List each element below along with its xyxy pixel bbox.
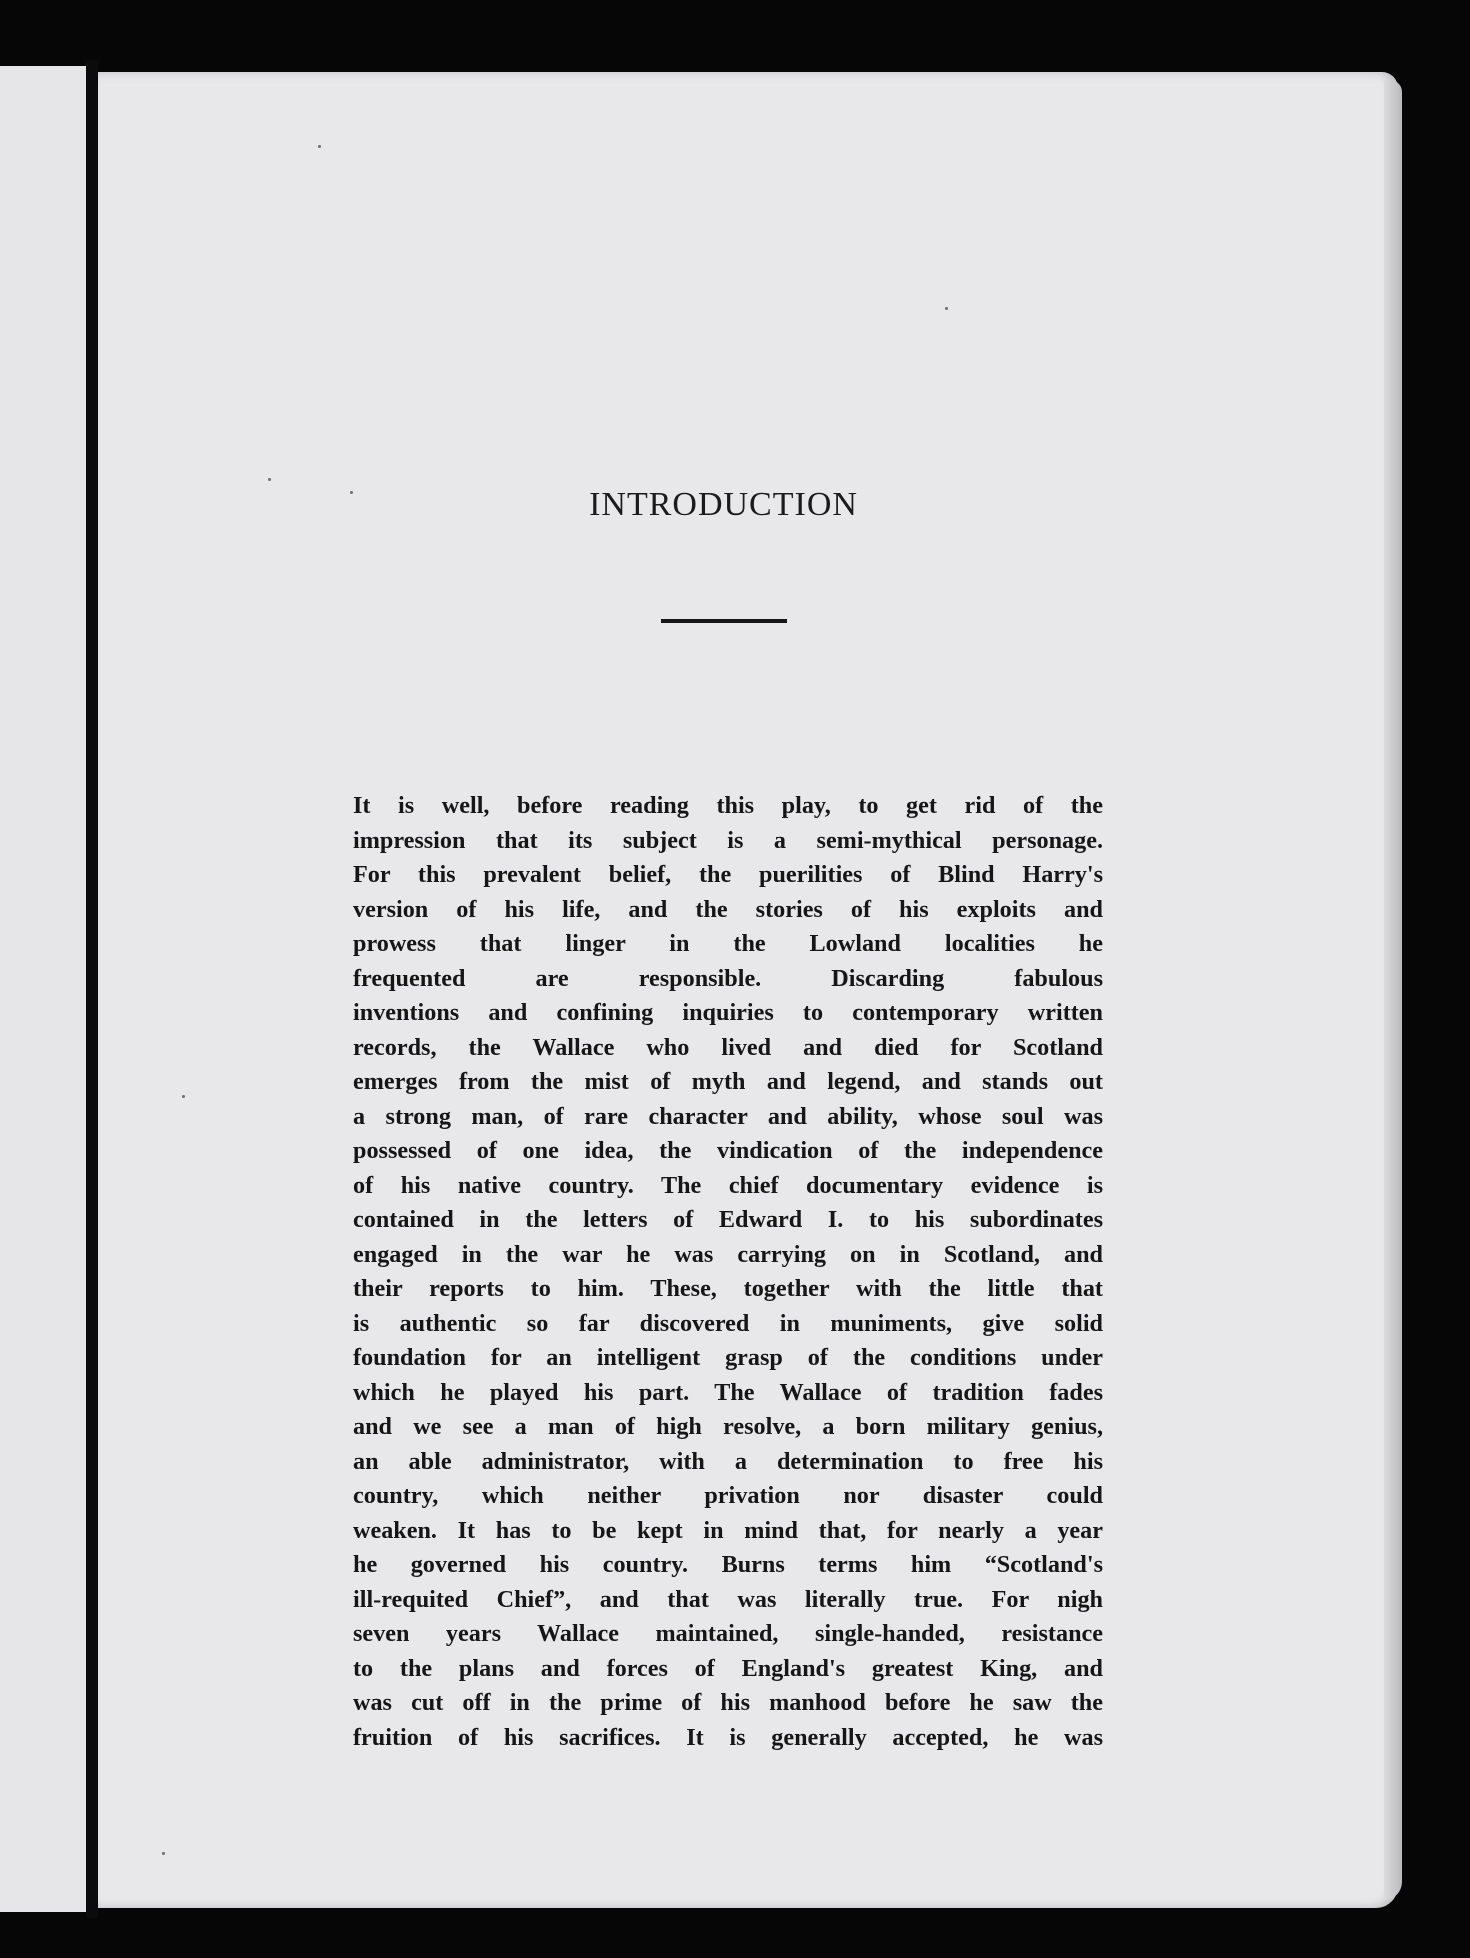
scan-speck bbox=[945, 307, 948, 310]
title-divider bbox=[661, 619, 787, 623]
scan-speck bbox=[318, 145, 321, 148]
scan-speck bbox=[350, 491, 353, 494]
paragraph-line: version of his life, and the stories of his exploits and bbox=[353, 895, 1103, 923]
paragraph-line: It is well, before reading this play, to get rid of the bbox=[353, 792, 1103, 819]
paragraph-line: foundation for an intelligent grasp of the conditions under bbox=[353, 1344, 1103, 1371]
paragraph-line: country, which neither privation nor disaster could bbox=[353, 1482, 1103, 1509]
paragraph-line: their reports to him. These, together with the little that bbox=[353, 1275, 1103, 1302]
paragraph-line: he governed his country. Burns terms him “Scotland's bbox=[353, 1551, 1103, 1578]
introduction-paragraph bbox=[353, 789, 1103, 1755]
paragraph-line: a strong man, of rare character and ability, whose soul was bbox=[353, 1102, 1103, 1130]
paragraph-line: is authentic so far discovered in muniments, give solid bbox=[353, 1309, 1103, 1337]
paragraph-line: of his native country. The chief documentary evidence is bbox=[353, 1171, 1103, 1199]
paragraph-line: seven years Wallace maintained, single-handed, resistance bbox=[353, 1620, 1103, 1647]
paragraph-line: For this prevalent belief, the puerilities of Blind Harry's bbox=[353, 861, 1103, 888]
page-title: INTRODUCTION bbox=[589, 486, 858, 523]
page-curl-edge bbox=[1384, 80, 1402, 1900]
paragraph-line: records, the Wallace who lived and died for Scotland bbox=[353, 1033, 1103, 1061]
paragraph-line: inventions and confining inquiries to contemporary written bbox=[353, 999, 1103, 1026]
scan-speck bbox=[162, 1852, 165, 1855]
paragraph-line: emerges from the mist of myth and legend, and stands out bbox=[353, 1068, 1103, 1095]
paragraph-line: which he played his part. The Wallace of tradition fades bbox=[353, 1378, 1103, 1406]
paragraph-line: to the plans and forces of England's greatest King, and bbox=[353, 1654, 1103, 1682]
paragraph-line: an able administrator, with a determination to free his bbox=[353, 1447, 1103, 1475]
paragraph-line: ill-requited Chief”, and that was literally true. For nigh bbox=[353, 1585, 1103, 1613]
paragraph-line: impression that its subject is a semi-mythical personage. bbox=[353, 826, 1103, 854]
paragraph-line: fruition of his sacrifices. It is generally accepted, he was bbox=[353, 1723, 1103, 1751]
book-spine bbox=[86, 60, 98, 1918]
paragraph-line: and we see a man of high resolve, a born military genius, bbox=[353, 1413, 1103, 1440]
scan-speck bbox=[182, 1095, 185, 1098]
scan-speck bbox=[268, 478, 271, 481]
paragraph-line: engaged in the war he was carrying on in Scotland, and bbox=[353, 1240, 1103, 1268]
paragraph-line: was cut off in the prime of his manhood before he saw the bbox=[353, 1689, 1103, 1716]
paragraph-line: possessed of one idea, the vindication of the independence bbox=[353, 1137, 1103, 1164]
paragraph-line: frequented are responsible. Discarding fabulous bbox=[353, 964, 1103, 992]
paragraph-line: prowess that linger in the Lowland localities he bbox=[353, 930, 1103, 957]
facing-page-edge bbox=[0, 66, 86, 1912]
paragraph-line: weaken. It has to be kept in mind that, for nearly a year bbox=[353, 1516, 1103, 1544]
paragraph-line: contained in the letters of Edward I. to his subordinates bbox=[353, 1206, 1103, 1233]
